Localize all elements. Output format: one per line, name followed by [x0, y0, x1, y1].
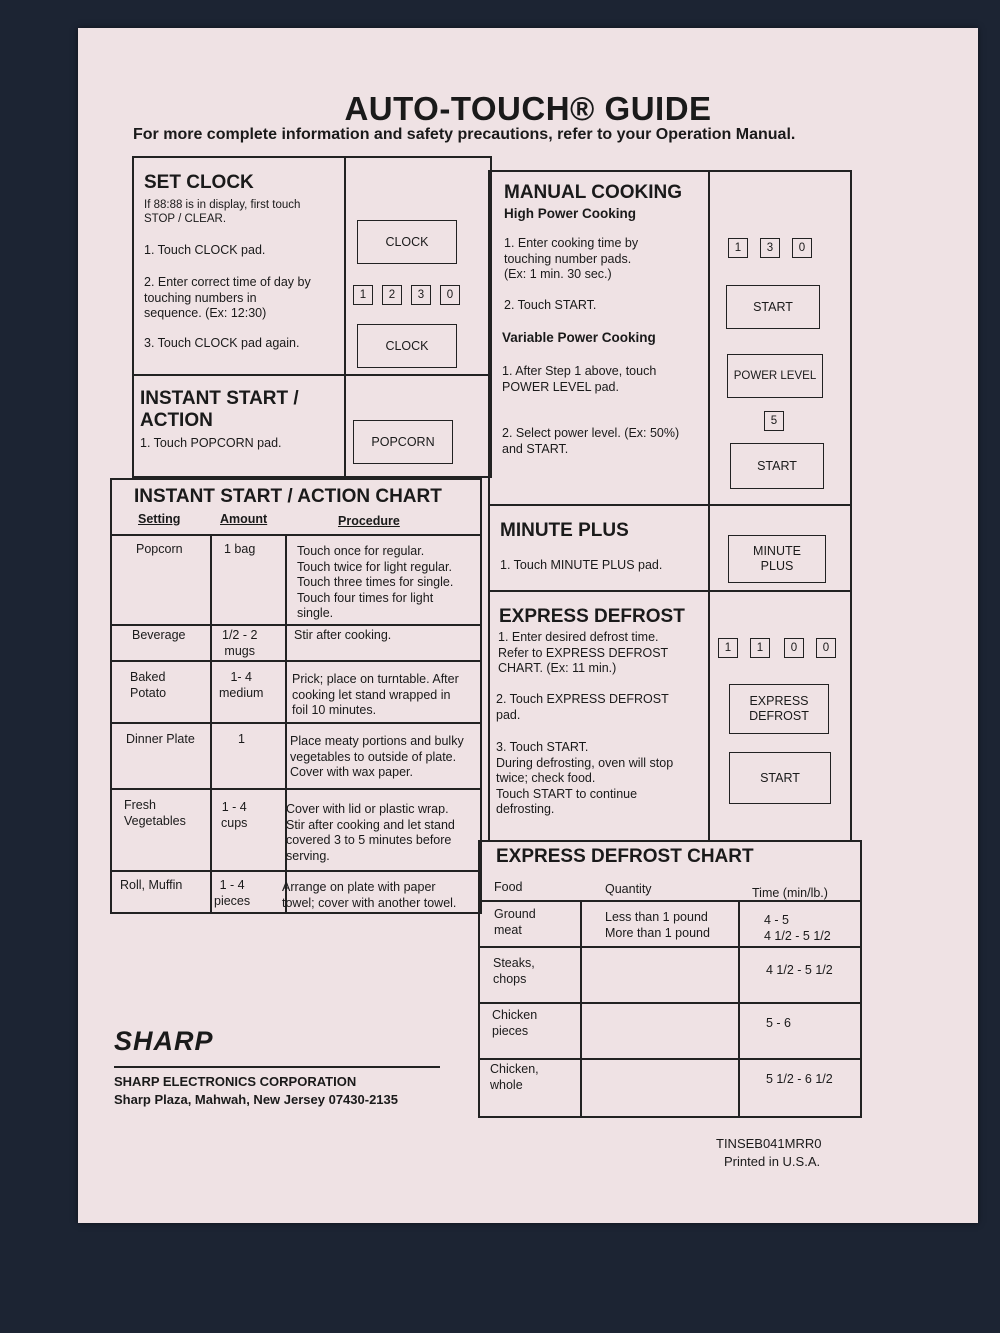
table-row: 4 1/2 - 5 1/2 — [766, 963, 833, 977]
key-1: 1 — [728, 238, 748, 258]
table-row: Fresh Vegetables — [124, 798, 186, 828]
table-row: Stir after cooking. — [294, 628, 392, 642]
table-row: Baked Potato — [130, 670, 167, 700]
manual-cooking-heading: MANUAL COOKING — [504, 182, 683, 203]
start-pad-3: START — [729, 752, 831, 804]
express-defrost-step2: 2. Touch EXPRESS DEFROST pad. — [496, 692, 669, 722]
table-row: Steaks, chops — [493, 956, 535, 986]
table-row: 4 - 5 4 1/2 - 5 1/2 — [764, 913, 831, 943]
key-0: 0 — [792, 238, 812, 258]
defrost-chart-heading: EXPRESS DEFROST CHART — [496, 846, 754, 867]
set-clock-note: If 88:88 is in display, first touch STOP / CLEAR. — [144, 199, 301, 225]
manual-step1: 1. Enter cooking time by touching number pads. (Ex: 1 min. 30 sec.) — [504, 236, 639, 281]
company-address: Sharp Plaza, Mahwah, New Jersey 07430-2135 — [114, 1092, 398, 1107]
start-pad-2: START — [730, 443, 824, 489]
high-power-heading: High Power Cooking — [504, 206, 637, 221]
col-procedure: Procedure — [338, 514, 400, 528]
start-pad: START — [726, 285, 820, 329]
table-row: 1- 4 medium — [219, 670, 264, 700]
table-row: 1 — [238, 732, 245, 746]
table-row: 1 bag — [224, 542, 256, 556]
manual-step2: 2. Touch START. — [504, 298, 597, 312]
key-3: 3 — [760, 238, 780, 258]
power-level-pad: POWER LEVEL — [727, 354, 823, 398]
key-3: 3 — [411, 285, 431, 305]
page-title: AUTO-TOUCH® GUIDE — [344, 90, 712, 127]
key-0: 0 — [784, 638, 804, 658]
key-1: 1 — [718, 638, 738, 658]
table-row: Popcorn — [136, 542, 183, 556]
key-5: 5 — [764, 411, 784, 431]
express-defrost-step1: 1. Enter desired defrost time. Refer to EXPRESS DEFROST CHART. (Ex: 11 min.) — [498, 630, 669, 675]
col-quantity: Quantity — [605, 882, 652, 896]
minute-plus-pad: MINUTE PLUS — [728, 535, 826, 583]
col-setting: Setting — [138, 512, 181, 526]
variable-step1: 1. After Step 1 above, touch POWER LEVEL pad. — [502, 364, 657, 394]
variable-step2: 2. Select power level. (Ex: 50%) and START. — [502, 426, 680, 456]
clock-pad-again: CLOCK — [357, 324, 457, 368]
key-0: 0 — [440, 285, 460, 305]
table-row: 5 1/2 - 6 1/2 — [766, 1072, 833, 1086]
instant-start-heading: INSTANT START / ACTION — [140, 388, 299, 431]
instant-chart-heading: INSTANT START / ACTION CHART — [134, 486, 442, 507]
document-code: TINSEB041MRR0 — [716, 1136, 822, 1151]
key-1: 1 — [353, 285, 373, 305]
key-0: 0 — [816, 638, 836, 658]
table-row: Chicken, whole — [490, 1062, 539, 1092]
set-clock-step3: 3. Touch CLOCK pad again. — [144, 336, 300, 350]
col-food: Food — [494, 880, 523, 894]
table-row: Chicken pieces — [492, 1008, 538, 1038]
table-row: Arrange on plate with paper towel; cover with another towel. — [282, 880, 457, 910]
express-defrost-pad: EXPRESS DEFROST — [729, 684, 829, 734]
guide-sheet — [78, 28, 978, 1223]
minute-plus-heading: MINUTE PLUS — [500, 520, 629, 541]
table-row: Beverage — [132, 628, 186, 642]
col-time: Time (min/lb.) — [752, 886, 828, 900]
minute-plus-step1: 1. Touch MINUTE PLUS pad. — [500, 558, 663, 572]
table-row: 1 - 4 cups — [221, 800, 248, 830]
express-defrost-heading: EXPRESS DEFROST — [499, 606, 685, 627]
set-clock-step1: 1. Touch CLOCK pad. — [144, 243, 266, 257]
table-row: Dinner Plate — [126, 732, 195, 746]
set-clock-heading: SET CLOCK — [144, 172, 254, 193]
table-row: Ground meat — [494, 907, 536, 937]
table-row: Touch once for regular. Touch twice for light regular. Touch three times for single. Touch four times for light single. — [297, 544, 454, 620]
set-clock-step2: 2. Enter correct time of day by touching numbers in sequence. (Ex: 12:30) — [144, 275, 311, 320]
printed-in: Printed in U.S.A. — [724, 1154, 821, 1169]
table-row: Less than 1 pound More than 1 pound — [605, 910, 710, 940]
popcorn-pad: POPCORN — [353, 420, 453, 464]
table-row: Prick; place on turntable. After cooking let stand wrapped in foil 10 minutes. — [292, 672, 459, 717]
express-defrost-step3: 3. Touch START. During defrosting, oven will stop twice; check food. Touch START to continue defrosting. — [496, 740, 674, 816]
clock-pad: CLOCK — [357, 220, 457, 264]
variable-power-heading: Variable Power Cooking — [502, 330, 656, 345]
table-row: Place meaty portions and bulky vegetables to outside of plate. Cover with wax paper. — [290, 734, 464, 779]
table-row: Roll, Muffin — [120, 878, 183, 892]
col-amount: Amount — [220, 512, 268, 526]
table-row: 1 - 4 pieces — [214, 878, 251, 908]
table-row: Cover with lid or plastic wrap. Stir after cooking and let stand covered 3 to 5 minutes before serving. — [286, 802, 455, 863]
key-1: 1 — [750, 638, 770, 658]
instant-start-step1: 1. Touch POPCORN pad. — [140, 436, 282, 450]
table-row: 1/2 - 2 mugs — [222, 628, 258, 658]
sharp-logo: SHARP — [114, 1026, 214, 1056]
key-2: 2 — [382, 285, 402, 305]
table-row: 5 - 6 — [766, 1016, 792, 1030]
page-subtitle: For more complete information and safety precautions, refer to your Operation Manual. — [133, 126, 796, 143]
company-name: SHARP ELECTRONICS CORPORATION — [114, 1074, 357, 1089]
